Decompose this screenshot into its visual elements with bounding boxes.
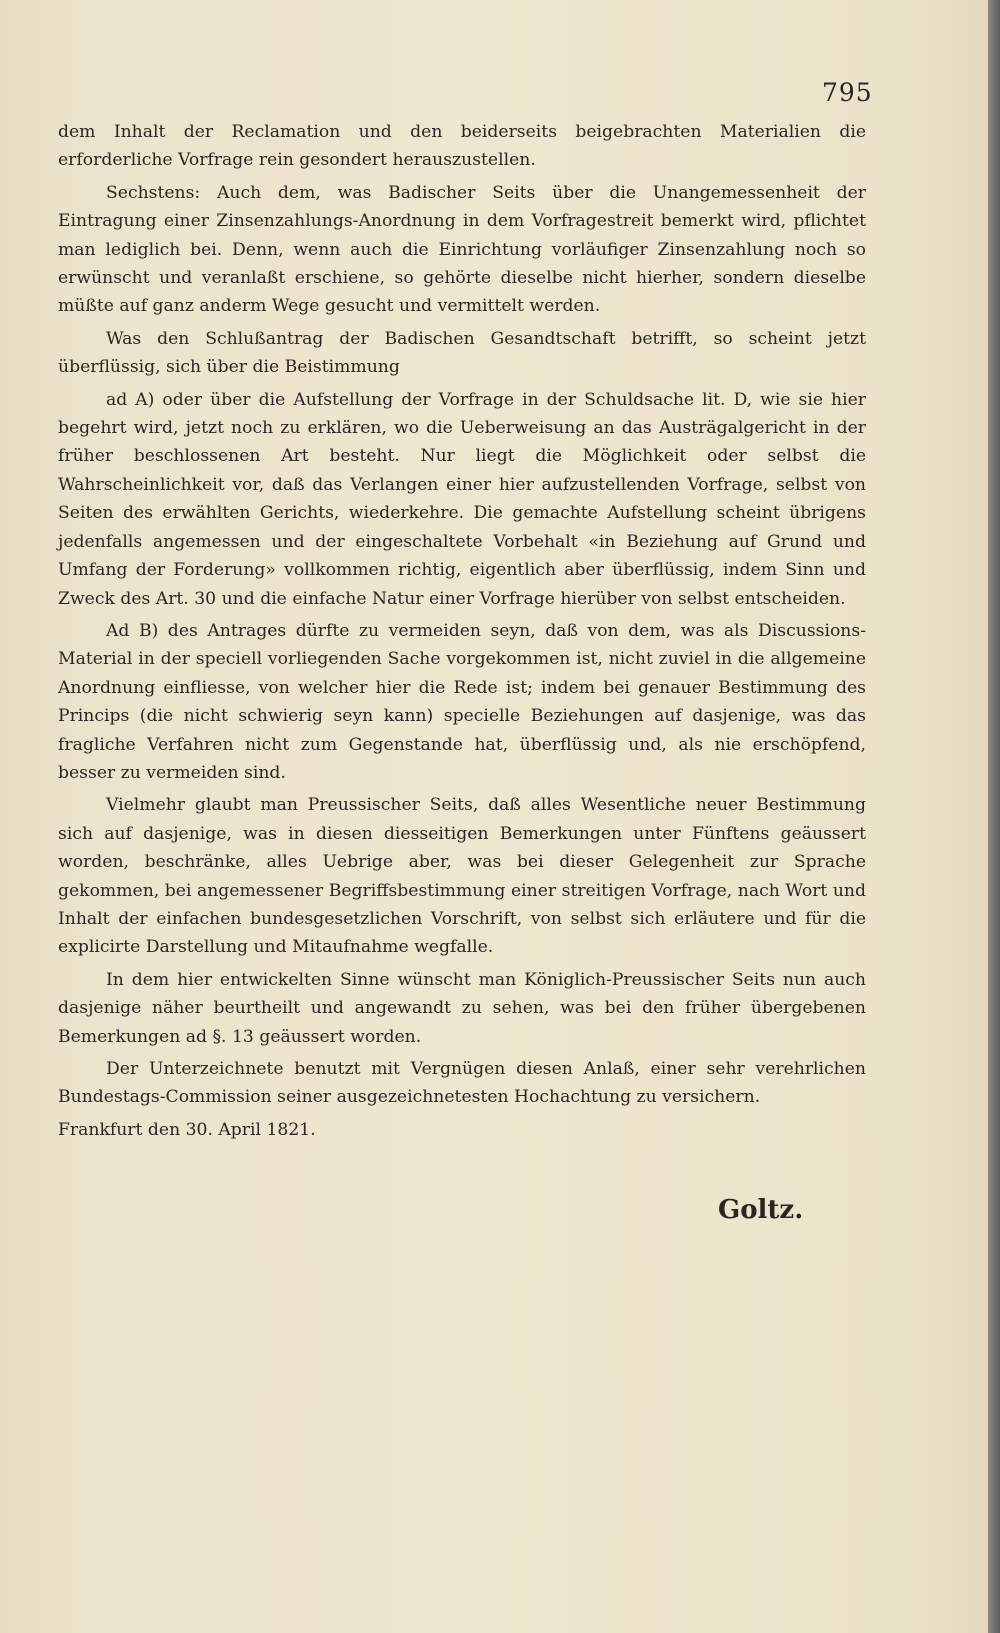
body-text [58,118,866,1148]
paragraph-1: dem Inhalt der Reclamation und den beiderseits beigebrachten Materialien die erforderliche Vorfrage rein gesondert herauszustellen. [58,122,866,171]
paragraph-3: Was den Schlußantrag der Badischen Gesandtschaft betrifft, so scheint jetzt überflüssig, sich über die Beistimmung [58,328,866,378]
page-number: 795 [822,78,873,107]
paragraph-6: Vielmehr glaubt man Preussischer Seits, daß alles Wesentliche neuer Bestimmung sich auf dasjenige, was in diesen diesseitigen Bemerkungen unter Fünftens geäussert worden, beschränke, alles Uebrige aber, was bei dieser Gelegenheit zur Sprache gekommen, bei angemessener Begriffsbestimmung einer streitigen Vorfrage, nach Wort und Inhalt der einfachen bundesgesetzlichen Vorschrift, von selbst sich erläutere und für die explicirte Darstellung und Mitaufnahme wegfalle. [58,795,866,958]
paragraph-8: Der Unterzeichnete benutzt mit Vergnügen diesen Anlaß, einer sehr verehrlichen Bundestags-Commission seiner ausgezeichnetesten Hochachtung zu versichern. [58,1059,866,1108]
paragraph-4: ad A) oder über die Aufstellung der Vorfrage in der Schuldsache lit. D, wie sie hier begehrt wird, jetzt noch zu erklären, wo die Ueberweisung an das Austrägalgericht in der früher beschlossenen Art besteht. Nur liegt die Möglichkeit oder selbst die Wahrscheinlichkeit vor, daß das Verlangen einer hier aufzustellenden Vorfrage, selbst von Seiten des erwählten Gerichts, wiederkehre. Die gemachte Aufstellung scheint übrigens jedenfalls angemessen und der eingeschaltete Vorbehalt «in Beziehung auf Grund und Umfang der Forderung» vollkommen richtig, eigentlich aber überflüssig, indem Sinn und Zweck des Art. 30 und die einfache Natur einer Vorfrage hierüber von selbst entscheiden. [58,389,866,609]
paragraph-7: In dem hier entwickelten Sinne wünscht man Königlich-Preussischer Seits nun auch dasjenige näher beurtheilt und angewandt zu sehen, was bei den früher übergebenen Bemerkungen ad §. 13 geäussert worden. [58,969,866,1047]
paragraph-2: Sechstens: Auch dem, was Badischer Seits über die Unangemessenheit der Eintragung einer Zinsenzahlungs-Anordnung in dem Vorfragestreit bemerkt wird, pflichtet man lediglich bei. Denn, wenn auch die Einrichtung vorläufiger Zinsenzahlung noch so erwünscht und veranlaßt erschiene, so gehörte dieselbe nicht hierher, sondern dieselbe müßte auf ganz anderm Wege gesucht und vermittelt werden. [58,182,866,317]
date-line: Frankfurt den 30. April 1821. [58,1119,316,1140]
paragraph-5: Ad B) des Antrages dürfte zu vermeiden seyn, daß von dem, was als Discussions-Material in der speciell vorliegenden Sache vorgekommen ist, nicht zuviel in die allgemeine Anordnung einfliesse, von welcher hier die Rede ist; indem bei genauer Bestimmung des Princips (die nicht schwierig seyn kann) specielle Beziehungen auf dasjenige, was das fragliche Verfahren nicht zum Gegenstande hat, überflüssig und, als nie erschöpfend, besser zu vermeiden sind. [58,620,866,783]
signature: Goltz. [718,1195,804,1225]
page-edge [988,0,1000,1633]
